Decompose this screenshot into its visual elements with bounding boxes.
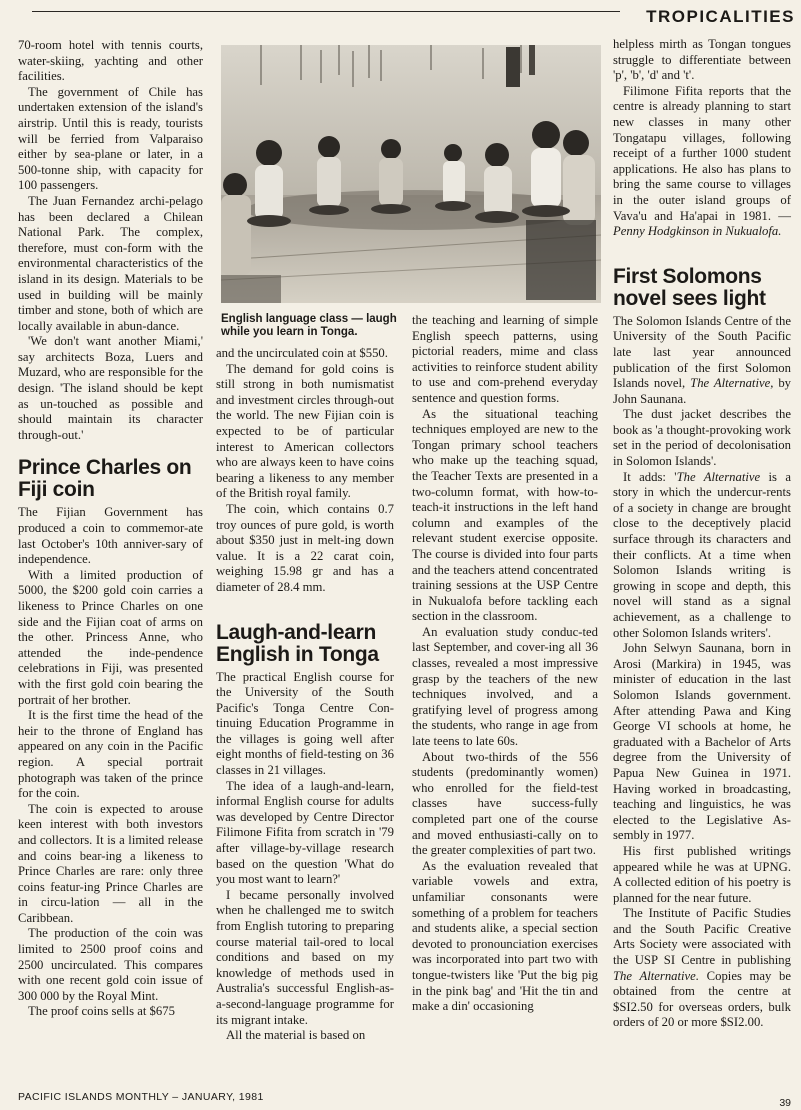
- column-2: [216, 346, 394, 1044]
- column-1: [18, 38, 203, 1020]
- article-paragraph: John Selwyn Saunana, born in Arosi (Markira) in 1945, was minister of education in the last Solomon Islands government. After attending Pawa and King George VI schools at home, he graduated with a Bachelor of Arts degree from the University of Papua New Guinea in 1971. Having worked in broadcasting, teaching and linguistics, he was elected to the Legislative As-sembly in 1977.: [613, 641, 791, 843]
- article-paragraph: The dust jacket describes the book as 'a thought-provoking work set in the period of decolonisation in Solomon Islands'.: [613, 407, 791, 469]
- article-paragraph: The Juan Fernandez archi-pelago has been declared a Chilean National Park. The complex, therefore, must con-form with the environmental characteristics of the island in its design. Materials to be used in building will be mainly timber and stone, both of which are locally available in abun-dance.: [18, 193, 203, 333]
- article-paragraph: [613, 906, 791, 1031]
- article-paragraph: An evaluation study conduc-ted last September, and cover-ing all 36 classes, revealed a most impressive grasp by the teachers of the new techniques involved, and a gratifying level of progress among the students, who range in age from late teens to late 60s.: [412, 624, 598, 749]
- paragraph-text: The Solomon Islands Centre of the University of the South Pacific late last year announced publication of the first Solomon Islands novel,: [613, 313, 791, 391]
- article-paragraph: [613, 314, 791, 408]
- article-paragraph: It is the first time the head of the heir to the throne of England has appeared on any coin in the Pacific region. A special portrait photograph was taken of the prince for the coin.: [18, 708, 203, 801]
- book-title: The Alternative.: [613, 968, 699, 983]
- article-paragraph: All the material is based on: [226, 1028, 366, 1043]
- book-title: The Alternative,: [690, 376, 774, 391]
- headline-solomons: First Solomons novel sees light: [613, 264, 766, 310]
- article-paragraph: The demand for gold coins is still strong in both numismatist and investment circles through-out the world. The new Fijian coin is expected to be of particular interest to American collectors who are always keen to have coins bearing a likeness to any member of the British royal family.: [216, 361, 394, 501]
- article-paragraph: With a limited production of 5000, the $200 gold coin carries a likeness to Prince Charles on one side and the Fijian coat of arms on the other. Princess Anne, who attended the inde-pendence celebrations in Fiji, was presented with the first gold coin bearing the portrait of her brother.: [18, 567, 203, 707]
- paragraph-text: by John Saunana.: [613, 376, 792, 406]
- article-paragraph: 'We don't want another Miami,' say architects Boza, Luers and Muzard, who are responsible for the design. 'The island should be kept as un-touched as possible and should maintain its character through-out.': [18, 334, 203, 442]
- classroom-photo: [221, 45, 601, 303]
- article-paragraph: The coin is expected to arouse keen interest with both investors and collectors. It is a limited release and coins bear-ing a likeness to Prince Charles are rare: only three coins featur-ing Prince Charles are in circu-lation — all in the Caribbean.: [18, 801, 203, 925]
- article-paragraph: The proof coins sells at $675: [28, 1004, 175, 1019]
- article-paragraph: and the uncirculated coin at $550.: [216, 346, 388, 360]
- headline-tonga: Laugh-and-learn English in Tonga: [216, 620, 379, 666]
- paragraph-text: is a story in which the undercur-rents of a society in change are brought close to the deceptively placid surface through its characters and their conflicts. At a time when Solomon Islands writing is growing in scope and depth, this novel will stand as a signal achievement, as a challenge to other Solomon Islands writers'.: [613, 469, 791, 640]
- article-paragraph: helpless mirth as Tongan tongues struggle to differentiate between 'p', 'b', 'd' and 't'.: [613, 37, 791, 83]
- paragraph-text: Copies may be obtained from the centre at $SI2.50 for overseas orders, bulk orders of 20 or more $SI2.00.: [613, 968, 791, 1030]
- column-4: [613, 37, 791, 1031]
- article-paragraph: the teaching and learning of simple English speech patterns, using pictorial readers, mime and class activities to reinforce student ability to use and com-prehend everyday sentence and question forms.: [412, 313, 598, 405]
- article-paragraph: The Fijian Government has produced a coin to commemor-ate last October's 10th anniver-sary of independence.: [18, 505, 203, 567]
- article-paragraph: The coin, which contains 0.7 troy ounces of pure gold, is worth about $350 just in melt-ing down value. It is a 22 carat coin, weighing 15.98 gr and has a diameter of 28.4 mm.: [216, 501, 394, 594]
- photo-caption: English language class — laugh while you learn in Tonga.: [221, 313, 397, 338]
- book-title: The Alternative: [676, 469, 761, 484]
- paragraph-text: It adds: ': [623, 469, 677, 484]
- paragraph-text: The Institute of Pacific Studies and the South Pacific Creative Arts Society were associated with the USP SI Centre in publishing: [613, 906, 791, 968]
- article-paragraph: His first published writings appeared while he was at UPNG. A collected edition of his poetry is planned for the near future.: [613, 843, 791, 905]
- article-paragraph: The practical English course for the University of the South Pacific's Tonga Centre Con-tinuing Education Programme in the villages is going well after eight months of field-testing on 36 classes in 21 villages.: [216, 669, 394, 778]
- headline-fiji: Prince Charles on Fiji coin: [18, 456, 192, 502]
- column-3: [412, 313, 598, 1015]
- header-rule: [32, 11, 620, 12]
- article-paragraph: As the situational teaching techniques employed are new to the Tongan primary school teachers who make up the teaching squad, the Teacher Texts are presented in a two-column format, with how-to-teach-it instructions in the left hand column and examples of the relevant student exercise opposite. The course is divided into four parts and the teachers attend concentrated training sessions at the USP Centre in Nukualofa before tackling each section in the classroom.: [412, 406, 598, 624]
- article-paragraph: The idea of a laugh-and-learn, informal English course for adults was developed by Centre Director Filimone Fifita from scratch in '79 after village-by-village research based on the question 'What do you most want to learn?': [216, 778, 394, 887]
- section-title: TROPICALITIES: [646, 7, 795, 26]
- article-paragraph: As the evaluation revealed that variable vowels and extra, unfamiliar consonants were something of a problem for teachers and students alike, a special section devoted to pronounciation exercises was incorporated into part two with tongue-twisters like 'Put the big pig in the pink bag' and 'Hit the tin and make a din' occasioning: [412, 858, 598, 1014]
- classroom-photo-illustration: [221, 45, 601, 303]
- author-byline: Penny Hodgkinson in Nukualofa.: [613, 224, 782, 239]
- article-paragraph: The production of the coin was limited to 2500 proof coins and 2500 uncirculated. This compares with one recent gold coin issue of 300 000 by the Royal Mint.: [18, 926, 203, 1003]
- page-number: 39: [779, 1097, 791, 1109]
- paragraph-text: Filimone Fifita reports that the centre is already planning to start new classes in many other Tongatapu villages, following receipt of a further 1000 student applications. He also has plans to bring the same course to villages in the outer island groups of Vava'u and Ha'apai in 1981. —: [613, 83, 791, 223]
- article-paragraph: 70-room hotel with tennis courts, water-skiing, yachting and other facilities.: [18, 38, 203, 84]
- article-paragraph: [613, 470, 791, 642]
- article-paragraph: [613, 84, 791, 240]
- article-paragraph: About two-thirds of the 556 students (predominantly women) who enrolled for the field-test classes have success-fully completed part one of the course and moved enthusiasti-cally on to the greater complexities of part two.: [412, 749, 598, 858]
- article-paragraph: The government of Chile has undertaken extension of the island's airstrip. Until this is ready, tourists will be ferried from Valparaiso either by sea-plane or later, in a 500-tonne ship, with capacity for 100 passengers.: [18, 84, 203, 193]
- article-paragraph: I became personally involved when he challenged me to switch from English tutoring to preparing course material tail-ored to local conditions and based on my knowledge of methods used in Australia's successful English-as-a-second-language programme for its migrant intake.: [216, 887, 394, 1027]
- footer-publication: PACIFIC ISLANDS MONTHLY – JANUARY, 1981: [18, 1091, 264, 1103]
